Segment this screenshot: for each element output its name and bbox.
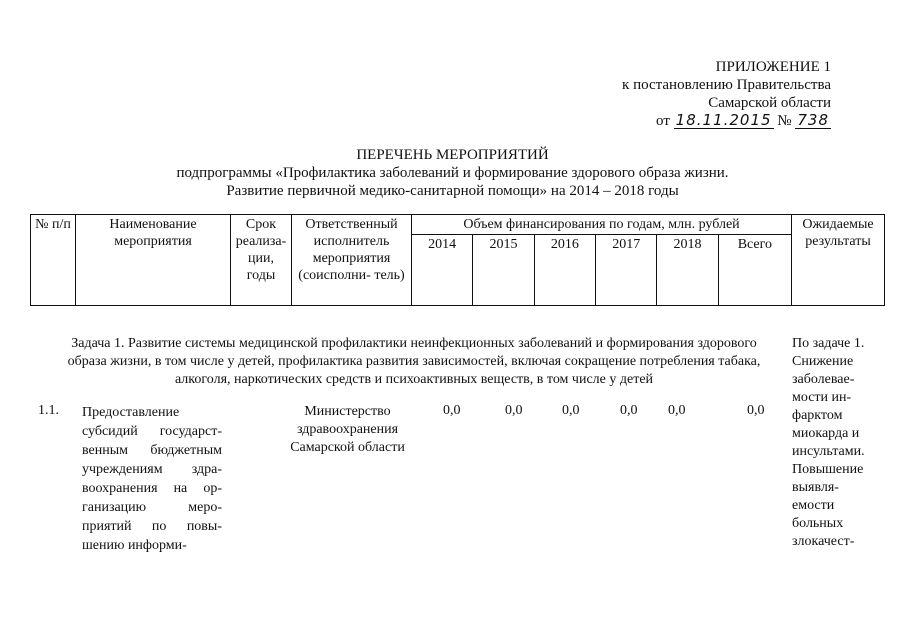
- header-term: Срок реализа- ции, годы: [231, 215, 292, 306]
- from-label: от: [656, 113, 670, 129]
- header-name: Наименование мероприятия: [76, 215, 231, 306]
- header-year-2015: 2015: [473, 235, 534, 306]
- number-label: №: [777, 113, 792, 129]
- annex-decree: к постановлению Правительства: [622, 77, 831, 93]
- annex-date-line: [622, 112, 831, 130]
- task-1-text: Задача 1. Развитие системы медицинской профилактики неинфекционных заболеваний и формирования здорового образа жизни, в том числе у детей, профилактика развития зависимостей, включая сокращение потребления табака, алкоголя, наркотических средств и психоактивных веществ, в том числе у детей: [67, 336, 761, 387]
- value-2014: 0,0: [443, 403, 461, 418]
- subprogram-period: Развитие первичной медико-санитарной помощи» на 2014 – 2018 годы: [226, 183, 679, 199]
- value-2017: 0,0: [620, 403, 638, 418]
- header-total: Всего: [718, 235, 791, 306]
- row-number: 1.1.: [38, 403, 59, 418]
- annex-region: Самарской области: [708, 95, 831, 111]
- table-header: [30, 214, 885, 306]
- task-1-results: По задаче 1. Снижение заболевае- мости ин- фарктом миокарда и инсультами. Повышение выявля- емости больных злокачест-: [792, 336, 865, 549]
- row-responsible: Министерство здравоохранения Самарской области: [290, 404, 405, 455]
- value-2016: 0,0: [562, 403, 580, 418]
- document-title: ПЕРЕЧЕНЬ МЕРОПРИЯТИЙ: [356, 147, 549, 163]
- handwritten-number: 738: [797, 111, 829, 129]
- annex-title: ПРИЛОЖЕНИЕ 1: [715, 59, 831, 75]
- header-responsible: Ответственный исполнитель мероприятия (соисполни- тель): [292, 215, 412, 306]
- value-2018: 0,0: [668, 403, 686, 418]
- header-year-2016: 2016: [534, 235, 595, 306]
- annex-block: [622, 58, 831, 130]
- header-results: Ожидаемые результаты: [792, 215, 885, 306]
- header-num: № п/п: [31, 215, 76, 306]
- header-year-2018: 2018: [657, 235, 718, 306]
- value-total: 0,0: [747, 403, 765, 418]
- header-financing: Объем финансирования по годам, млн. рублей: [412, 215, 792, 235]
- value-2015: 0,0: [505, 403, 523, 418]
- subprogram-title: подпрограммы «Профилактика заболеваний и формирование здорового образа жизни.: [176, 165, 729, 181]
- header-year-2017: 2017: [596, 235, 657, 306]
- row-name: Предоставление субсидий государст- венным бюджетным учреждениям здра- воохранения на ор- ганизацию меро- приятий по повы- шению информи-: [82, 405, 222, 553]
- header-year-2014: 2014: [412, 235, 473, 306]
- handwritten-date: 18.11.2015: [675, 111, 772, 129]
